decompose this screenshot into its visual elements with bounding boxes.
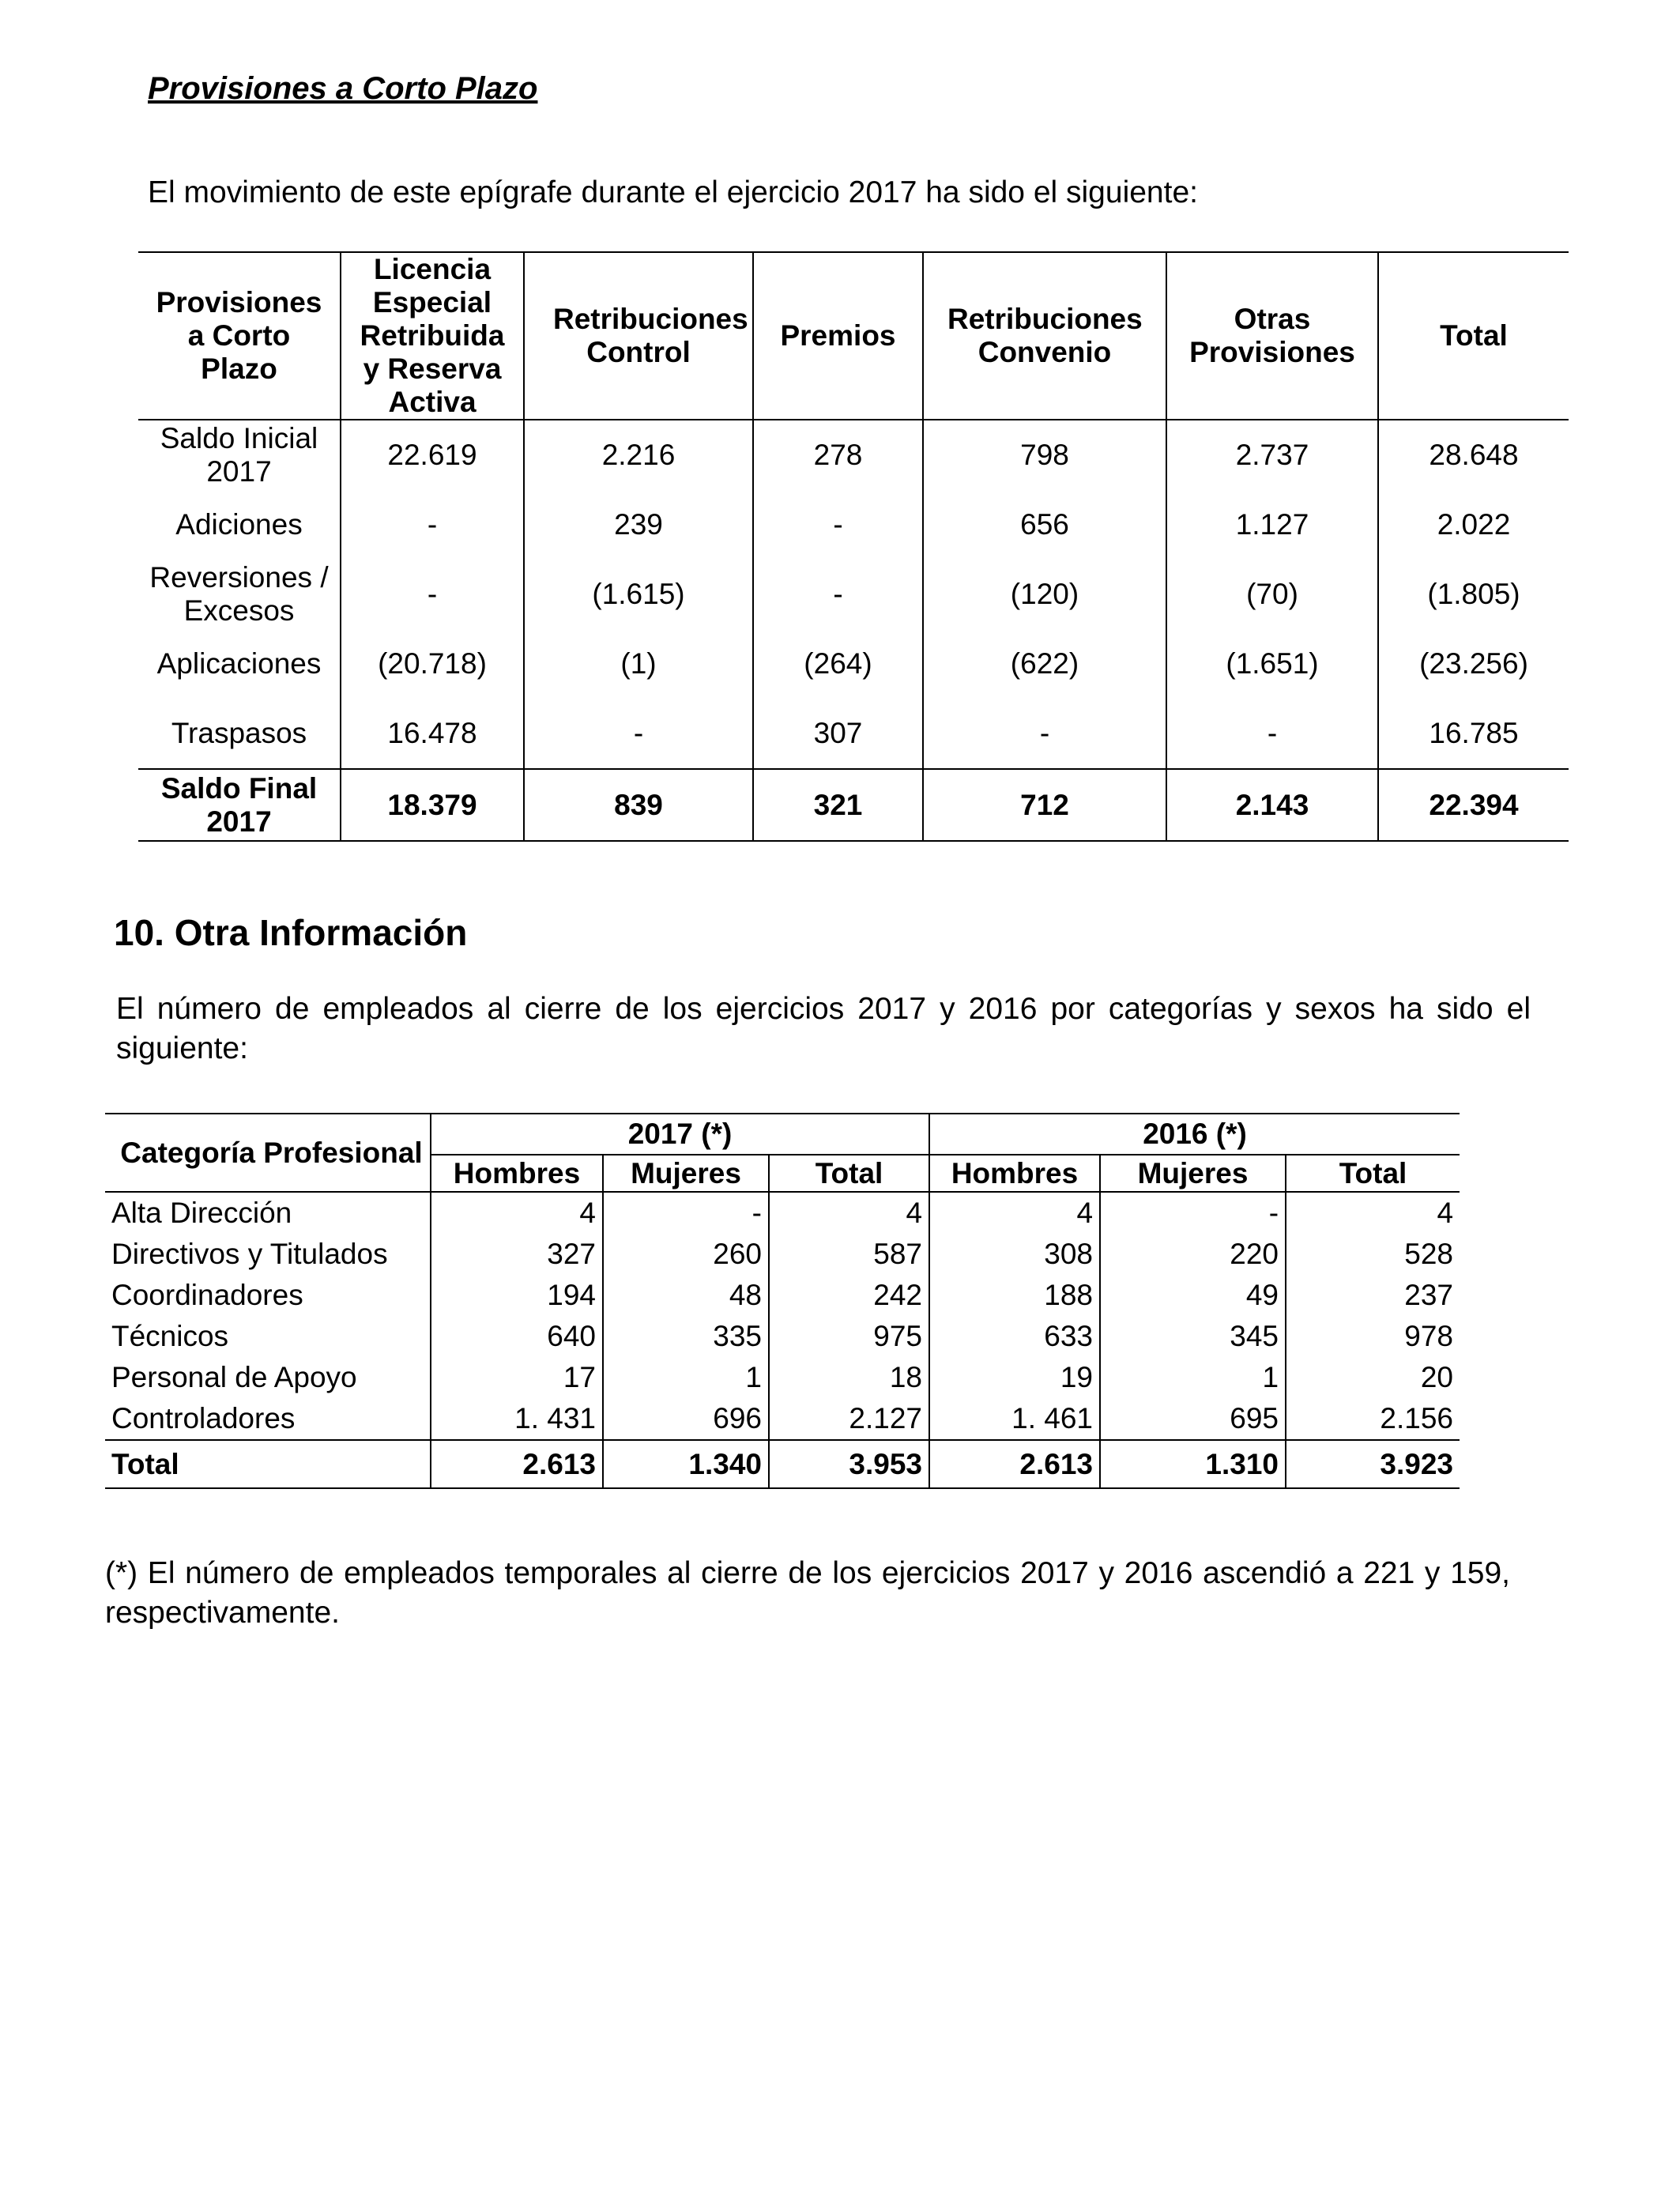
cell: 4 (769, 1192, 929, 1234)
cell: 1. 461 (929, 1398, 1100, 1440)
provisions-row (138, 420, 1569, 490)
subheader-cell: Mujeres (1100, 1155, 1286, 1192)
cell: (120) (923, 560, 1166, 629)
cell: 2.127 (769, 1398, 929, 1440)
cell: 321 (753, 769, 923, 841)
cell: 239 (524, 490, 753, 560)
cell: 1.310 (1100, 1440, 1286, 1488)
cell: - (524, 699, 753, 769)
cell: 696 (603, 1398, 769, 1440)
cell: 18 (769, 1357, 929, 1398)
cell: 28.648 (1378, 420, 1569, 490)
provisions-row (138, 560, 1569, 629)
row-label: Reversiones / Excesos (149, 561, 329, 627)
cell: 695 (1100, 1398, 1286, 1440)
provisions-header-cell: Otras Provisiones (1166, 252, 1378, 420)
cell: (1.651) (1166, 629, 1378, 699)
cell: 2.022 (1378, 490, 1569, 560)
cell: 17 (431, 1357, 603, 1398)
provisions-header-cell: Provisiones a Corto Plazo (138, 252, 341, 420)
cell: 20 (1286, 1357, 1460, 1398)
row-label: Adiciones (175, 508, 303, 541)
cell: 48 (603, 1275, 769, 1316)
cell: 260 (603, 1234, 769, 1275)
employees-table (105, 1113, 1460, 1489)
subheader-cell: Total (769, 1155, 929, 1192)
cell: 49 (1100, 1275, 1286, 1316)
cell: 2.156 (1286, 1398, 1460, 1440)
cell: (622) (923, 629, 1166, 699)
cell: - (923, 699, 1166, 769)
cell: 3.923 (1286, 1440, 1460, 1488)
provisions-row (138, 629, 1569, 699)
cell: (1.805) (1378, 560, 1569, 629)
row-label: Personal de Apoyo (105, 1357, 431, 1398)
subheader-cell: Hombres (431, 1155, 603, 1192)
cell: (20.718) (341, 629, 524, 699)
category-header: Categoría Profesional (105, 1114, 431, 1192)
cell: - (341, 490, 524, 560)
cell: 188 (929, 1275, 1100, 1316)
subheader-cell: Hombres (929, 1155, 1100, 1192)
cell: 19 (929, 1357, 1100, 1398)
employees-row (105, 1192, 1460, 1234)
cell: 307 (753, 699, 923, 769)
cell: (70) (1166, 560, 1378, 629)
cell: 587 (769, 1234, 929, 1275)
cell: 16.785 (1378, 699, 1569, 769)
cell: - (603, 1192, 769, 1234)
cell: 335 (603, 1316, 769, 1357)
cell: (1) (524, 629, 753, 699)
cell: 2.613 (929, 1440, 1100, 1488)
cell: 22.619 (341, 420, 524, 490)
cell: (1.615) (524, 560, 753, 629)
row-label: Alta Dirección (105, 1192, 431, 1234)
cell: 4 (929, 1192, 1100, 1234)
cell: - (753, 490, 923, 560)
cell: - (1166, 699, 1378, 769)
provisions-header-cell: Retribuciones Convenio (923, 252, 1166, 420)
cell: 220 (1100, 1234, 1286, 1275)
employees-row (105, 1357, 1460, 1398)
subheader-cell: Total (1286, 1155, 1460, 1192)
cell: 308 (929, 1234, 1100, 1275)
provisions-header-cell: Premios (753, 252, 923, 420)
cell: - (753, 560, 923, 629)
cell: 242 (769, 1275, 929, 1316)
cell: 528 (1286, 1234, 1460, 1275)
cell: 2.143 (1166, 769, 1378, 841)
cell: 16.478 (341, 699, 524, 769)
cell: 1.127 (1166, 490, 1378, 560)
cell: 640 (431, 1316, 603, 1357)
provisions-table (138, 251, 1569, 842)
cell: 2.216 (524, 420, 753, 490)
provisions-header-cell: Total (1378, 252, 1569, 420)
row-label: Directivos y Titulados (105, 1234, 431, 1275)
cell: 2.737 (1166, 420, 1378, 490)
cell: 1 (603, 1357, 769, 1398)
cell: 18.379 (341, 769, 524, 841)
footnote: (*) El número de empleados temporales al cierre de los ejercicios 2017 y 2016 ascendió a 221 y 159, respectivamente. (105, 1556, 1510, 1630)
cell: 237 (1286, 1275, 1460, 1316)
year-header: 2016 (*) (929, 1114, 1460, 1155)
employees-header-row (105, 1114, 1460, 1155)
cell: 194 (431, 1275, 603, 1316)
row-label: Controladores (105, 1398, 431, 1440)
cell: - (1100, 1192, 1286, 1234)
row-label: Saldo Final 2017 (138, 769, 341, 841)
cell: 1. 431 (431, 1398, 603, 1440)
cell: (264) (753, 629, 923, 699)
cell: (23.256) (1378, 629, 1569, 699)
provisions-header-cell: Retribuciones Control (524, 252, 753, 420)
provisions-header-cell: Licencia Especial Retribuida y Reserva Activa (341, 252, 524, 420)
cell: 3.953 (769, 1440, 929, 1488)
provisions-row (138, 699, 1569, 769)
cell: 839 (524, 769, 753, 841)
row-label: Coordinadores (105, 1275, 431, 1316)
provisions-header-row (138, 252, 1569, 420)
subheader-cell: Mujeres (603, 1155, 769, 1192)
cell: 2.613 (431, 1440, 603, 1488)
year-header: 2017 (*) (431, 1114, 929, 1155)
employees-row (105, 1275, 1460, 1316)
cell: - (341, 560, 524, 629)
employees-total-row (105, 1440, 1460, 1488)
employees-row (105, 1398, 1460, 1440)
cell: 1 (1100, 1357, 1286, 1398)
cell: 345 (1100, 1316, 1286, 1357)
cell: 975 (769, 1316, 929, 1357)
cell: 1.340 (603, 1440, 769, 1488)
cell: 278 (753, 420, 923, 490)
intro-paragraph: El movimiento de este epígrafe durante el ejercicio 2017 ha sido el siguiente: (148, 175, 1198, 209)
section-title: Provisiones a Corto Plazo (148, 71, 538, 106)
cell: 798 (923, 420, 1166, 490)
cell: 978 (1286, 1316, 1460, 1357)
cell: 712 (923, 769, 1166, 841)
row-label: Saldo Inicial 2017 (160, 422, 318, 488)
section-10-paragraph: El número de empleados al cierre de los ejercicios 2017 y 2016 por categorías y sexos ha sido el siguiente: (116, 992, 1531, 1065)
cell: 633 (929, 1316, 1100, 1357)
provisions-row (138, 490, 1569, 560)
provisions-final-row (138, 769, 1569, 841)
row-label: Técnicos (105, 1316, 431, 1357)
row-label: Aplicaciones (156, 647, 322, 680)
cell: 22.394 (1378, 769, 1569, 841)
employees-row (105, 1234, 1460, 1275)
row-label: Traspasos (171, 717, 307, 749)
cell: 656 (923, 490, 1166, 560)
cell: 327 (431, 1234, 603, 1275)
employees-row (105, 1316, 1460, 1357)
cell: 4 (431, 1192, 603, 1234)
section-10-title: 10. Otra Información (114, 912, 468, 953)
row-label: Total (105, 1440, 431, 1488)
cell: 4 (1286, 1192, 1460, 1234)
